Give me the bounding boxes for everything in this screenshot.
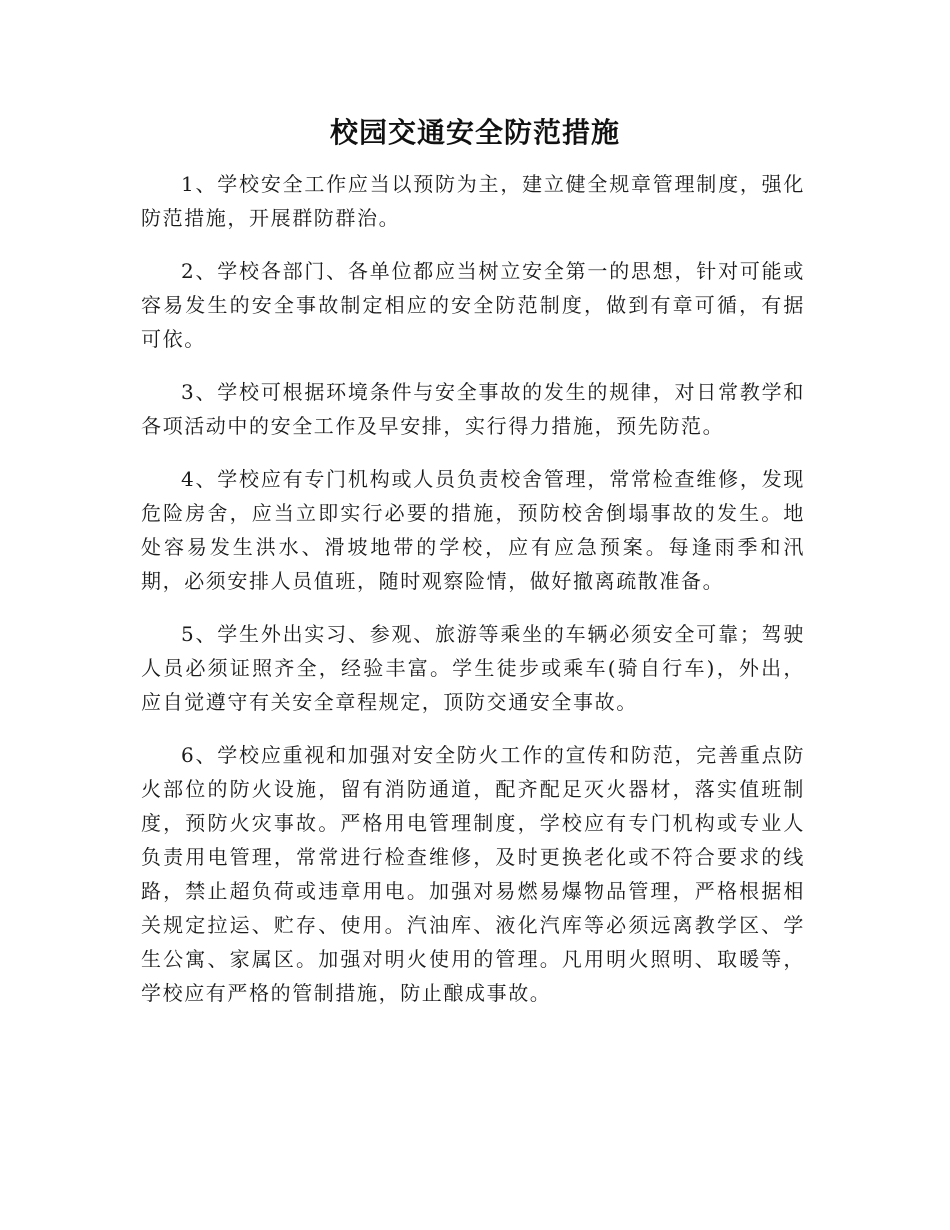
- paragraph-3: 3、学校可根据环境条件与安全事故的发生的规律，对日常教学和各项活动中的安全工作及早安排，实行得力措施，预先防范。: [141, 380, 805, 438]
- paragraph-1: 1、学校安全工作应当以预防为主，建立健全规章管理制度，强化防范措施，开展群防群治。: [141, 172, 805, 230]
- paragraph-5: 5、学生外出实习、参观、旅游等乘坐的车辆必须安全可靠；驾驶人员必须证照齐全，经验丰富。学生徒步或乘车(骑自行车)，外出，应自觉遵守有关安全章程规定，顶防交通安全事故。: [141, 622, 805, 714]
- paragraph-2: 2、学校各部门、各单位都应当树立安全第一的思想，针对可能或容易发生的安全事故制定相应的安全防范制度，做到有章可循，有据可依。: [141, 259, 805, 351]
- paragraph-4: 4、学校应有专门机构或人员负责校舍管理，常常检查维修，发现危险房舍，应当立即实行必要的措施，预防校舍倒塌事故的发生。地处容易发生洪水、滑坡地带的学校，应有应急预案。每逢雨季和汛期，必须安排人员值班，随时观察险情，做好撤离疏散准备。: [141, 467, 805, 593]
- document-body: [141, 167, 805, 1029]
- document-title: 校园交通安全防范措施: [329, 116, 620, 149]
- paragraph-6: 6、学校应重视和加强对安全防火工作的宣传和防范，完善重点防火部位的防火设施，留有消防通道，配齐配足灭火器材，落实值班制度，预防火灾事故。严格用电管理制度，学校应有专门机构或专业人负责用电管理，常常进行检查维修，及时更换老化或不符合要求的线路，禁止超负荷或违章用电。加强对易燃易爆物品管理，严格根据相关规定拉运、贮存、使用。汽油库、液化汽库等必须远离教学区、学生公寓、家属区。加强对明火使用的管理。凡用明火照明、取暖等，学校应有严格的管制措施，防止酿成事故。: [141, 743, 805, 1005]
